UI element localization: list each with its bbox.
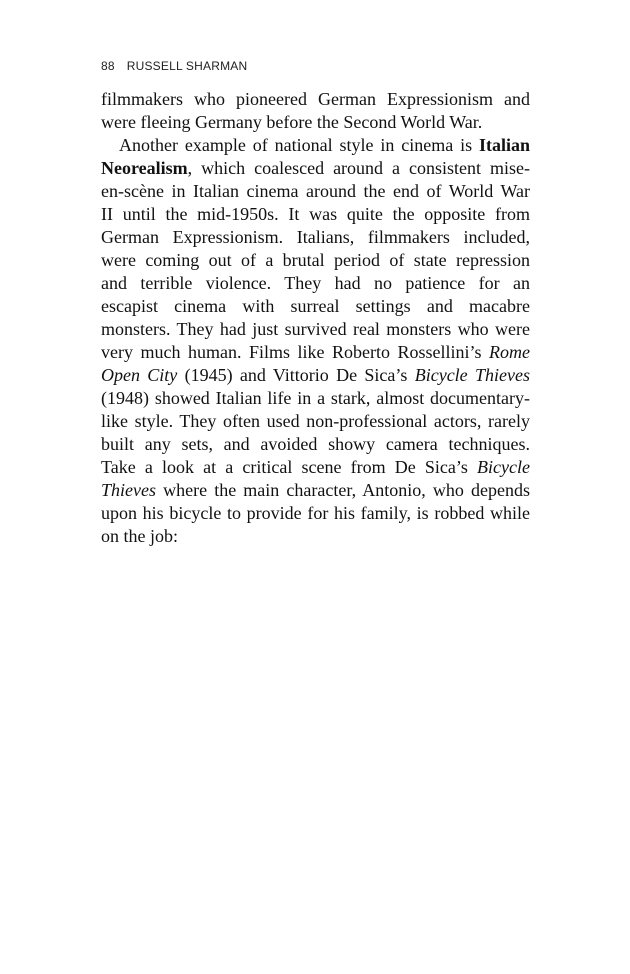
text-line: were coming out of a brutal period of state repression bbox=[101, 250, 530, 270]
text-run: where the main character, Antonio, who depends bbox=[155, 480, 530, 500]
text-line bbox=[101, 157, 530, 180]
film-title: Bicycle Thieves bbox=[414, 365, 530, 385]
text-line: II until the mid-1950s. It was quite the opposite from bbox=[101, 204, 530, 224]
film-title: Rome bbox=[489, 342, 530, 362]
running-header bbox=[101, 59, 247, 73]
text-line: monsters. They had just survived real monsters who were bbox=[101, 319, 530, 339]
text-run: Another example of national style in cinema is bbox=[119, 135, 479, 155]
text-line: en-scène in Italian cinema around the end of World War bbox=[101, 181, 530, 201]
film-title: Open City bbox=[101, 365, 178, 385]
text-line: and terrible violence. They had no patience for an bbox=[101, 273, 530, 293]
text-run: (1945) and Vittorio De Sica’s bbox=[177, 365, 415, 385]
text-line: upon his bicycle to provide for his family, is robbed while bbox=[101, 503, 530, 523]
text-run: very much human. Films like Roberto Rossellini’s bbox=[101, 342, 490, 362]
running-head-author: RUSSELL SHARMAN bbox=[126, 59, 248, 73]
text-run: Take a look at a critical scene from De Sica’s bbox=[101, 457, 478, 477]
text-line: on the job: bbox=[101, 526, 178, 546]
bold-term: Italian bbox=[478, 135, 530, 155]
page-number: 88 bbox=[101, 59, 115, 73]
text-run: , which coalesced around a consistent mise- bbox=[187, 158, 530, 178]
text-line bbox=[101, 134, 530, 157]
paragraph bbox=[101, 88, 530, 134]
paragraph bbox=[101, 134, 530, 548]
text-line: like style. They often used non-professional actors, rarely bbox=[101, 411, 530, 431]
text-line: filmmakers who pioneered German Expressionism and bbox=[101, 89, 530, 109]
film-title: Thieves bbox=[101, 480, 156, 500]
bold-term: Neorealism bbox=[101, 158, 188, 178]
film-title: Bicycle bbox=[477, 457, 530, 477]
text-line: German Expressionism. Italians, filmmakers included, bbox=[101, 227, 530, 247]
text-line bbox=[101, 341, 530, 364]
text-line bbox=[101, 364, 530, 387]
text-line: (1948) showed Italian life in a stark, almost documentary- bbox=[101, 388, 530, 408]
text-line bbox=[101, 479, 530, 502]
text-line: were fleeing Germany before the Second World War. bbox=[101, 112, 483, 132]
text-line: built any sets, and avoided showy camera techniques. bbox=[101, 434, 530, 454]
text-line: escapist cinema with surreal settings and macabre bbox=[101, 296, 530, 316]
text-line bbox=[101, 456, 530, 479]
body-text bbox=[101, 88, 530, 548]
